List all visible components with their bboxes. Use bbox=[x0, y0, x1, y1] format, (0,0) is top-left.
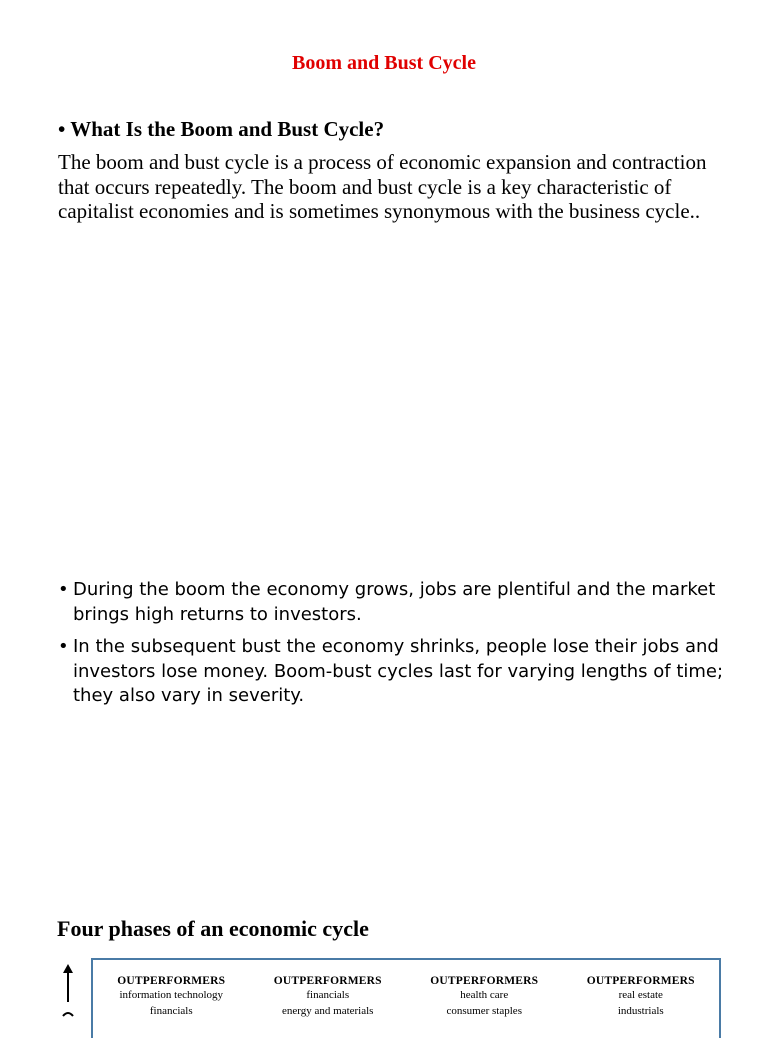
bullet-item-boom: • During the boom the economy grows, jobs are plentiful and the market brings high returns to investors. bbox=[58, 578, 738, 627]
phase-header: OUTPERFORMERS bbox=[586, 975, 695, 987]
phase-sector: financials bbox=[306, 989, 350, 1001]
phase-sector: financials bbox=[149, 1005, 193, 1017]
section-heading: • What Is the Boom and Bust Cycle? bbox=[58, 117, 385, 141]
bullet-item-bust: • In the subsequent bust the economy shrinks, people lose their jobs and investors lose money. Boom-bust cycles last for varying lengths of time; they also vary in severity. bbox=[58, 635, 738, 709]
phase-column-2 bbox=[250, 960, 407, 1038]
intro-paragraph: The boom and bust cycle is a process of economic expansion and contraction that occurs repeatedly. The boom and bust cycle is a key characteristic of capitalist economies and is sometimes synonymous with the business cycle.. bbox=[58, 150, 707, 223]
figure-title: Four phases of an economic cycle bbox=[57, 916, 369, 941]
phase-sector: information technology bbox=[119, 989, 224, 1001]
phase-header: OUTPERFORMERS bbox=[430, 975, 539, 987]
phase-column-3 bbox=[406, 960, 563, 1038]
phase-header: OUTPERFORMERS bbox=[117, 975, 226, 987]
phase-sector: energy and materials bbox=[282, 1005, 374, 1017]
cycle-phases-box bbox=[91, 958, 721, 1038]
phase-sector: health care bbox=[460, 989, 509, 1001]
phase-column-4 bbox=[563, 960, 720, 1038]
phase-column-1 bbox=[93, 960, 250, 1038]
up-arrow-icon bbox=[58, 964, 78, 1024]
page-title: Boom and Bust Cycle bbox=[292, 52, 476, 74]
phase-header: OUTPERFORMERS bbox=[273, 975, 382, 987]
bullet-list bbox=[58, 578, 738, 717]
phase-sector: industrials bbox=[617, 1005, 664, 1017]
phase-sector: consumer staples bbox=[446, 1005, 522, 1017]
phase-sector: real estate bbox=[618, 989, 663, 1001]
